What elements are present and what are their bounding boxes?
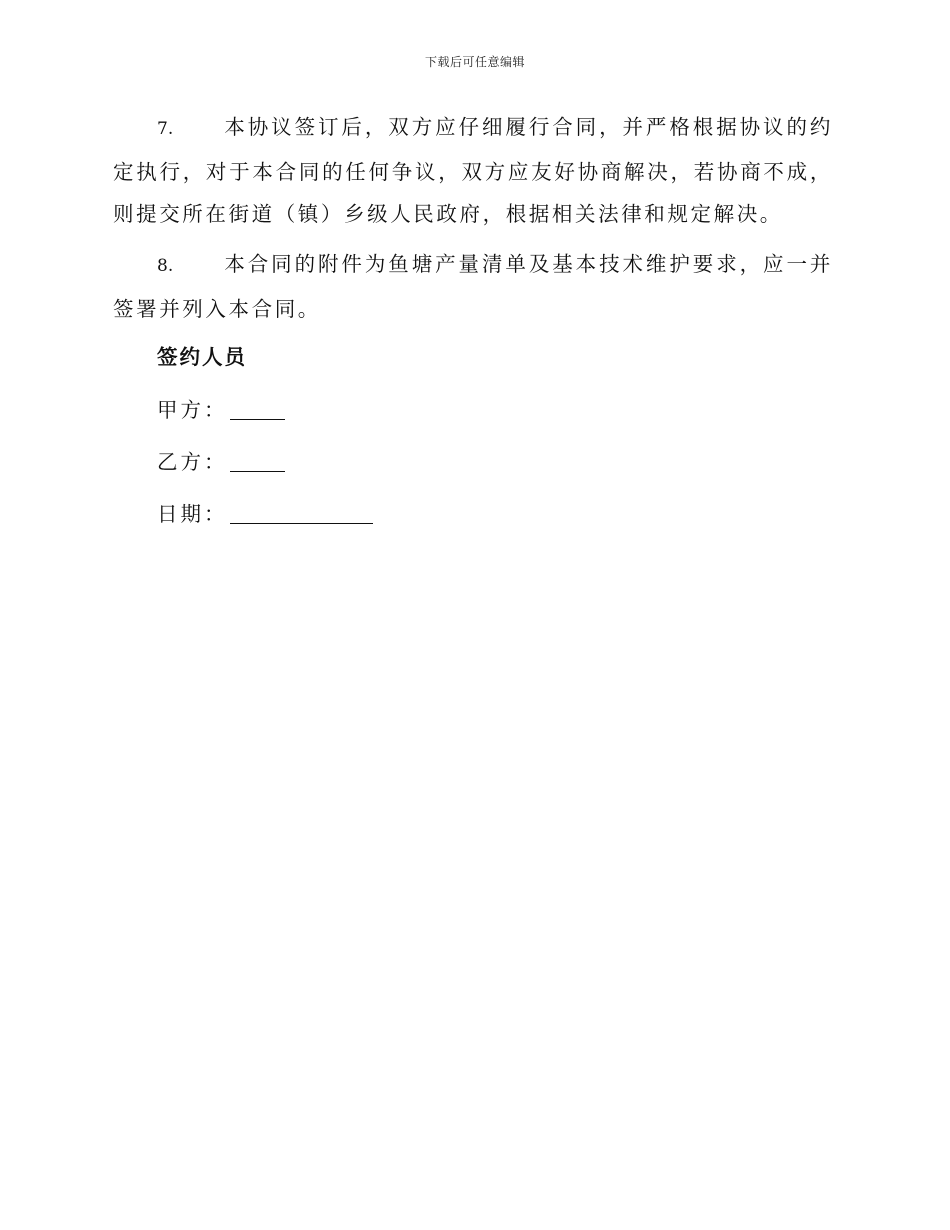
clause-text: 本协议签订后，双方应仔细履行合同，并严格根据协议的约定执行，对于本合同的任何争议，双方应友好协商解决，若协商不成，则提交所在街道（镇）乡级人民政府，根据相关法律和规定解决。	[113, 115, 833, 226]
clause-text: 本合同的附件为鱼塘产量清单及基本技术维护要求，应一并签署并列入本合同。	[113, 252, 833, 321]
clause-8	[113, 243, 833, 330]
clause-7	[113, 106, 833, 236]
party-a-signature-blank	[230, 397, 285, 420]
party-b-signature-blank	[230, 449, 285, 472]
signature-title: 签约人员	[157, 345, 247, 369]
date-signature	[157, 498, 373, 530]
party-a-signature	[157, 394, 285, 426]
date-blank	[230, 501, 373, 524]
party-a-label: 甲方：	[157, 398, 228, 422]
page-header-note: 下载后可任意编辑	[424, 55, 525, 69]
party-b-label: 乙方：	[157, 450, 228, 474]
clause-number: 7.	[157, 119, 174, 139]
clause-number: 8.	[157, 256, 174, 276]
party-b-signature	[157, 446, 285, 478]
date-label: 日期：	[157, 502, 228, 526]
